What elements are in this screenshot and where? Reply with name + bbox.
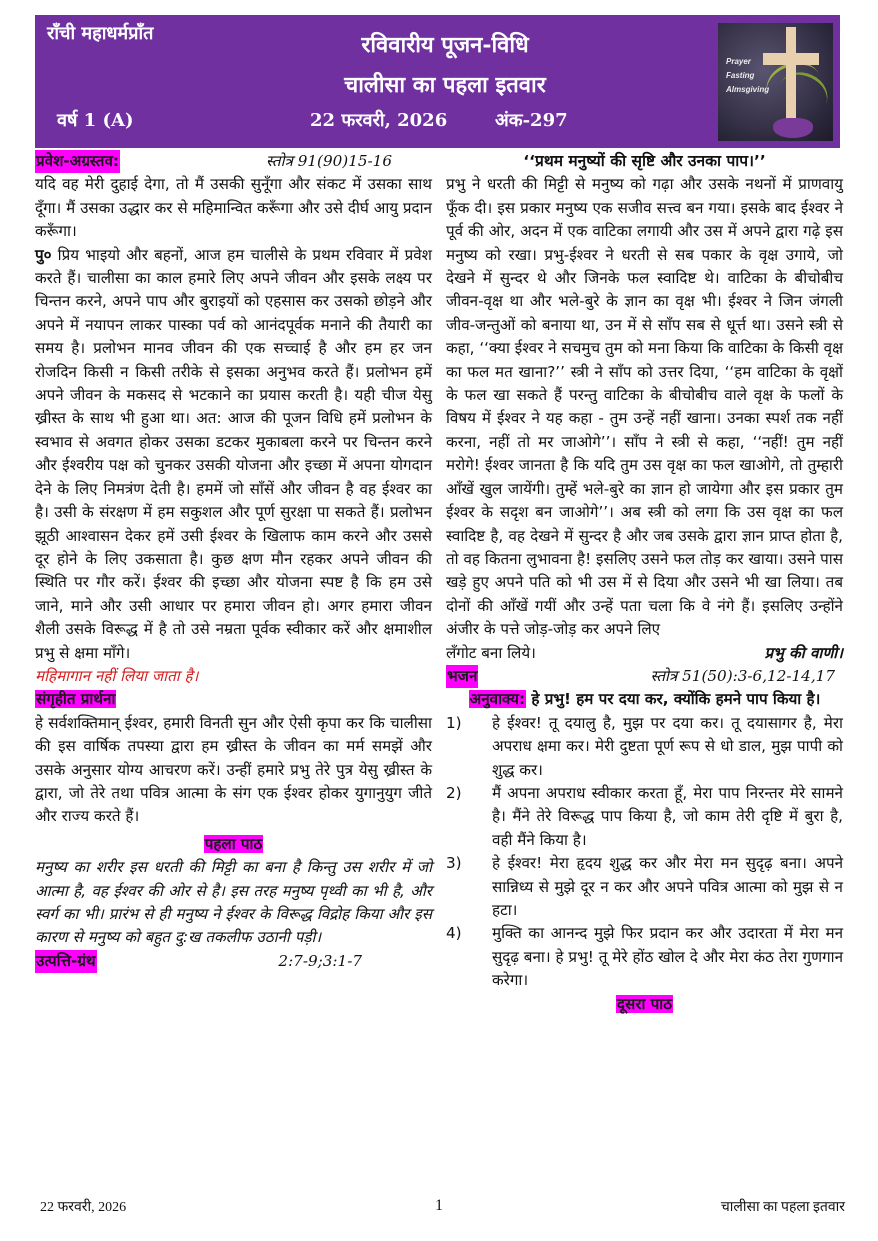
first-reading-book: उत्पत्ति-ग्रंथ (35, 950, 97, 973)
psalm-verse (446, 782, 843, 852)
first-reading-source (35, 950, 432, 973)
lent-cross-image (718, 23, 833, 141)
header-banner (35, 15, 840, 148)
priest-marker: पु० (35, 245, 52, 264)
verse-text: मुक्ति का आनन्द मुझे फिर प्रदान कर और उदारता में मेरा मन सुदृढ़ बना। हे प्रभु! तू मेरे होंठ खोल दे और मेरा कंठ तेरा गुणगान करेगा। (492, 924, 843, 990)
verse-number: 1) (446, 713, 462, 732)
verse-number: 2) (446, 783, 462, 802)
diocese-name: राँची महाधर्मप्राँत (47, 23, 154, 44)
publication-title: रविवारीय पूजन-विधि (361, 32, 529, 58)
purple-ribbon-icon (773, 118, 813, 138)
first-reading-summary: मनुष्य का शरीर इस धरती की मिट्टी का बना है किन्तु उस शरीर में जो आत्मा है, वह ईश्वर की ओर से है। इस तरह मनुष्य पृथ्वी का भी है, और स्वर्ग का भी। प्रारंभ से ही मनुष्य ने ईश्वर के विरूद्ध विद्रोह किया और इस कारण से मनुष्य को बहुत दु:ख तकलीफ उठानी पड़ी। (35, 858, 432, 947)
introduction (35, 244, 432, 665)
collect-text: हे सर्वशक्तिमान् ईश्वर, हमारी विनती सुन और ऐसी कृपा कर कि चालीसा की इस वार्षिक तपस्या द्वारा हम ख्रीस्त के जीवन का मर्म समझें और उसके अनुसार योग्य आचरण करें। उन्हीं हमारे प्रभु तेरे पुत्र येसु ख्रीस्त के द्वारा, जो तेरे तथा पवित्र आत्मा के संग एक ईश्वर होकर युगानुयुग जीते और राज्य करते हैं। (35, 713, 432, 826)
entrance-antiphon-label: प्रवेश-अग्रस्तव: (35, 150, 120, 173)
word-of-the-lord: प्रभु की वाणी। (764, 643, 843, 662)
entrance-antiphon-heading (35, 150, 432, 173)
psalm-ref: स्तोत्र 51(50):3-6,12-14,17 (650, 666, 835, 685)
issue-date: 22 फरवरी, 2026 (310, 110, 448, 131)
footer-date: 22 फरवरी, 2026 (40, 1200, 127, 1215)
verse-number: 3) (446, 854, 462, 873)
entrance-antiphon-text: यदि वह मेरी दुहाई देगा, तो मैं उसकी सुनूँगा और संकट में उसका साथ दूँगा। मैं उसका उद्धार कर से महिमान्वित करूँगा और उसे दीर्घ आयु प्रदान करूँगा। (35, 175, 432, 241)
left-column (35, 150, 432, 973)
reading-text: प्रभु ने धरती की मिट्टी से मनुष्य को गढ़ा और उसके नथनों में प्राणवायु फूँक दी। इस प्रकार मनुष्य एक सजीव सत्त्व बन गया। इसके बाद ईश्वर ने पूर्व की ओर, अदन में एक वाटिका लगायी और उस में अपने द्वारा गढ़े इस मनुष्य को रखा। प्रभु-ईश्वर ने धरती से सब पकार के वृक्ष उगाये, जो देखने में सुन्दर थे और जिनके फल स्वादिष्ट थे। वाटिका के बीचोबीच जीवन-वृक्ष था और भले-बुरे के ज्ञान का वृक्ष भी। ईश्वर ने जिन जंगली जीव-जन्तुओं को बनाया था, उन में से साँप सब से धूर्त्त था। उसने स्त्री से कहा, ‘‘क्या ईश्वर ने सचमुच तुम को मना किया कि वाटिका के किसी वृक्ष का फल मत खाना?’’ स्त्री ने साँप को उत्तर दिया, ‘‘हम वाटिका के वृक्षों के फल खा सकते हैं परन्तु वाटिका के बीचोबीच वाले वृक्ष के फलों के विषय में ईश्वर ने यह कहा - तुम उन्हें नहीं खाना। उनका स्पर्श तक नहीं करना, नहीं तो मर जाओगे’’। साँप ने स्त्री से कहा, ‘‘नहीं! तुम नहीं मरोगे! ईश्वर जानता है कि यदि तुम उस वृक्ष का फल खाओगे, तो तुम्हारी आँखें खुल जायेंगी। तुम्हें भले-बुरे का ज्ञान हो जायेगा और इस प्रकार तुम ईश्वर के सदृश बन जाओगे’’। अब स्त्री को लगा कि उस वृक्ष का फल स्वादिष्ट है, वह देखने में सुन्दर है और जब उसके द्वारा ज्ञान प्राप्त होता है, तो वह कितना लुभावना है! इसलिए उसने फल तोड़ कर खाया। उसने पास खड़े हुए अपने पति को भी उस में से दिया और उसने भी खा लिया। तब दोनों की आँखें गयीं और उन्हें पता चला कि वे नंगे हैं। इसलिए उन्होंने अंजीर के पत्ते जोड़-जोड़ कर अपने लिए (446, 175, 843, 639)
introduction-text: प्रिय भाइयो और बहनों, आज हम चालीसे के प्रथम रविवार में प्रवेश करते हैं। चालीसा का काल हमारे लिए अपने जीवन और इसके लक्ष्य पर चिन्तन करने, अपने पाप और बुराइयों को एहसास कर उसको छोड़ने और अपने में नयापन लाकर पास्का पर्व को आनंदपूर्वक मनाने की तैयारी का समय है। प्रलोभन मानव जीवन की एक सच्चाई है और हम हर जन रोजदिन किसी न किसी तरीके से इसका अनुभव करते हैं। प्रलोभन हमें अपने जीवन के मकसद से भटकाने का प्रयास करती है। यही चीज येसु ख्रीस्त के साथ भी हुआ था। अत: आज की पूजन विधि हमें प्रलोभन के स्वभाव से अवगत होकर उसका डटकर मुकाबला करने पर चिन्तन करने और ईश्वरीय पक्ष को चुनकर उसकी योजना और इच्छा में अपना योगदान देने के लिए निमत्रंण देती है। हममें जो साँसें और जीवन है वह ईश्वर का है। उसी के संरक्षण में हम सकुशल और पूर्ण सुरक्षा पा सकते हैं। प्रलोभन झूठी आश्वासन देकर हमें उसी ईश्वर के खिलाफ काम करने और उससे दूर होने के लिए उकसाता है। कुछ क्षण मौन रहकर अपने जीवन की स्थिति पर गौर करें। ईश्वर की इच्छा और योजना स्पष्ट है कि हम उसे जाने, माने और उसी आधार पर हमारा जीवन हो। अगर हमारा जीवन शैली उसके विरूद्ध में है तो उसे नम्रता पूर्वक स्वीकार करें और क्षमाशील प्रभु से क्षमा माँगे। (35, 245, 432, 662)
first-reading-ref: 2:7-9;3:1-7 (278, 951, 362, 970)
psalm-verse (446, 712, 843, 782)
second-reading-label: दूसरा पाठ (616, 994, 673, 1013)
footer-title: चालीसा का पहला इतवार (720, 1200, 845, 1215)
reading-title: ‘‘प्रथम मनुष्यों की सृष्टि और उनका पाप।’’ (523, 152, 766, 170)
first-reading-label: पहला पाठ (204, 834, 263, 853)
reading-last-line: लँगोट बना लिये। (446, 643, 536, 662)
cross-bar (763, 53, 819, 65)
gloria-note: महिमागान नहीं लिया जाता है। (35, 666, 199, 685)
verse-number: 4) (446, 924, 462, 943)
sunday-title: चालीसा का पहला इतवार (344, 72, 546, 98)
psalm-response (446, 688, 843, 711)
response-text: हे प्रभु! हम पर दया कर, क्योंकि हमने पाप किया है। (531, 690, 821, 709)
entrance-antiphon-ref: स्तोत्र 91(90)15-16 (266, 152, 392, 170)
reading-closing (446, 642, 843, 665)
cross-icon (786, 27, 796, 127)
psalm-verse (446, 922, 843, 992)
verse-text: हे ईश्वर! तू दयालु है, मुझ पर दया कर। तू दयासागर है, मेरा अपराध क्षमा कर। मेरी दुष्टता पूर्ण रूप से धो डाल, मुझ पापी को शुद्ध कर। (492, 713, 843, 779)
right-column (446, 150, 843, 1016)
verse-text: मैं अपना अपराध स्वीकार करता हूँ, मेरा पाप निरन्तर मेरे सामने है। मैंने तेरे विरूद्ध पाप किया है, जो काम तेरी दृष्टि में बुरा है, वही मैंने किया है। (492, 783, 843, 849)
liturgical-year: वर्ष 1 (A) (57, 110, 134, 131)
verse-text: हे ईश्वर! मेरा हृदय शुद्ध कर और मेरा मन सुदृढ़ बना। अपने सान्निध्य से मुझे दूर न कर और अपने पवित्र आत्मा को मुझ से न हटा। (492, 854, 843, 919)
psalm-label: भजन (446, 665, 478, 688)
psalm-verse (446, 852, 843, 922)
collect-label: संगृहीत प्रार्थना (36, 690, 116, 709)
image-caption: Prayer Fasting Almsgiving (726, 57, 770, 94)
response-label: अनुवाक्य: (469, 690, 526, 709)
psalm-heading (446, 665, 843, 688)
page-number: 1 (435, 1197, 443, 1214)
issue-number: अंक-297 (495, 110, 568, 131)
